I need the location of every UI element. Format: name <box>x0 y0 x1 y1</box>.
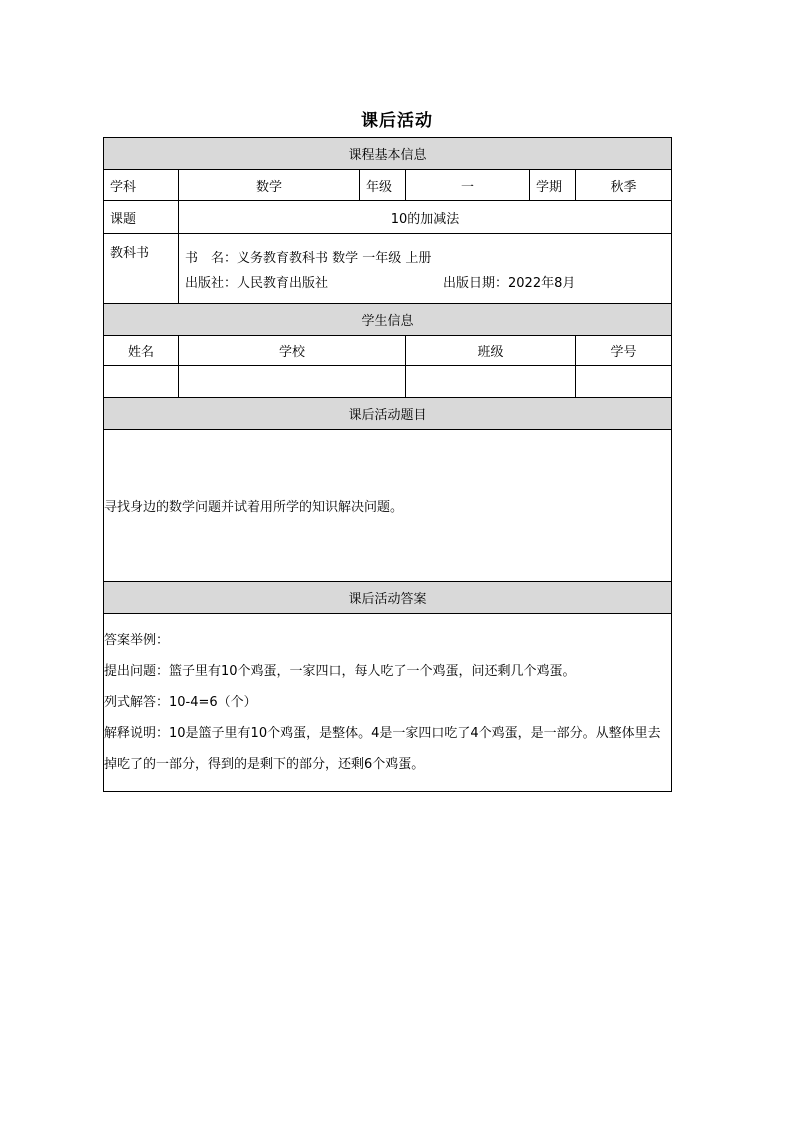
answer-example-label: 答案举例： <box>104 633 170 648</box>
topic-value: 10的加减法 <box>179 201 672 234</box>
student-class-header: 班级 <box>406 336 576 366</box>
answer-explanation: 解释说明：10是篮子里有10个鸡蛋，是整体。4是一家四口吃了4个鸡蛋，是一部分。从整体里去掉吃了的一部分，得到的是剩下的部分，还剩6个鸡蛋。 <box>104 726 661 772</box>
student-name-header: 姓名 <box>104 336 179 366</box>
subject-value: 数学 <box>179 170 360 201</box>
student-id-cell[interactable] <box>576 366 672 398</box>
student-school-header: 学校 <box>179 336 406 366</box>
task-header: 课后活动题目 <box>104 398 672 430</box>
grade-label: 年级 <box>360 170 406 201</box>
publish-date-line: 出版日期：2022年8月 <box>443 276 576 291</box>
student-school-cell[interactable] <box>179 366 406 398</box>
activity-sheet-table <box>103 137 672 792</box>
publisher-line: 出版社：人民教育出版社 <box>185 276 329 291</box>
term-value: 秋季 <box>576 170 672 201</box>
answer-question: 提出问题：篮子里有10个鸡蛋，一家四口，每人吃了一个鸡蛋，问还剩几个鸡蛋。 <box>104 664 576 679</box>
publisher-row <box>179 272 671 296</box>
page-title: 课后活动 <box>361 111 433 131</box>
task-text: 寻找身边的数学问题并试着用所学的知识解决问题。 <box>104 430 672 582</box>
subject-label: 学科 <box>104 170 179 201</box>
book-name-line: 书 名：义务教育教科书 数学 一年级 上册 <box>185 251 432 266</box>
answer-equation: 列式解答：10-4=6（个） <box>104 695 257 710</box>
textbook-details <box>179 234 672 304</box>
student-info-header: 学生信息 <box>104 304 672 336</box>
student-class-cell[interactable] <box>406 366 576 398</box>
course-info-header: 课程基本信息 <box>104 138 672 170</box>
student-name-cell[interactable] <box>104 366 179 398</box>
answer-header: 课后活动答案 <box>104 582 672 614</box>
answer-body <box>104 614 672 792</box>
term-label: 学期 <box>530 170 576 201</box>
student-id-header: 学号 <box>576 336 672 366</box>
grade-value: 一 <box>406 170 530 201</box>
textbook-label: 教科书 <box>104 234 179 304</box>
topic-label: 课题 <box>104 201 179 234</box>
